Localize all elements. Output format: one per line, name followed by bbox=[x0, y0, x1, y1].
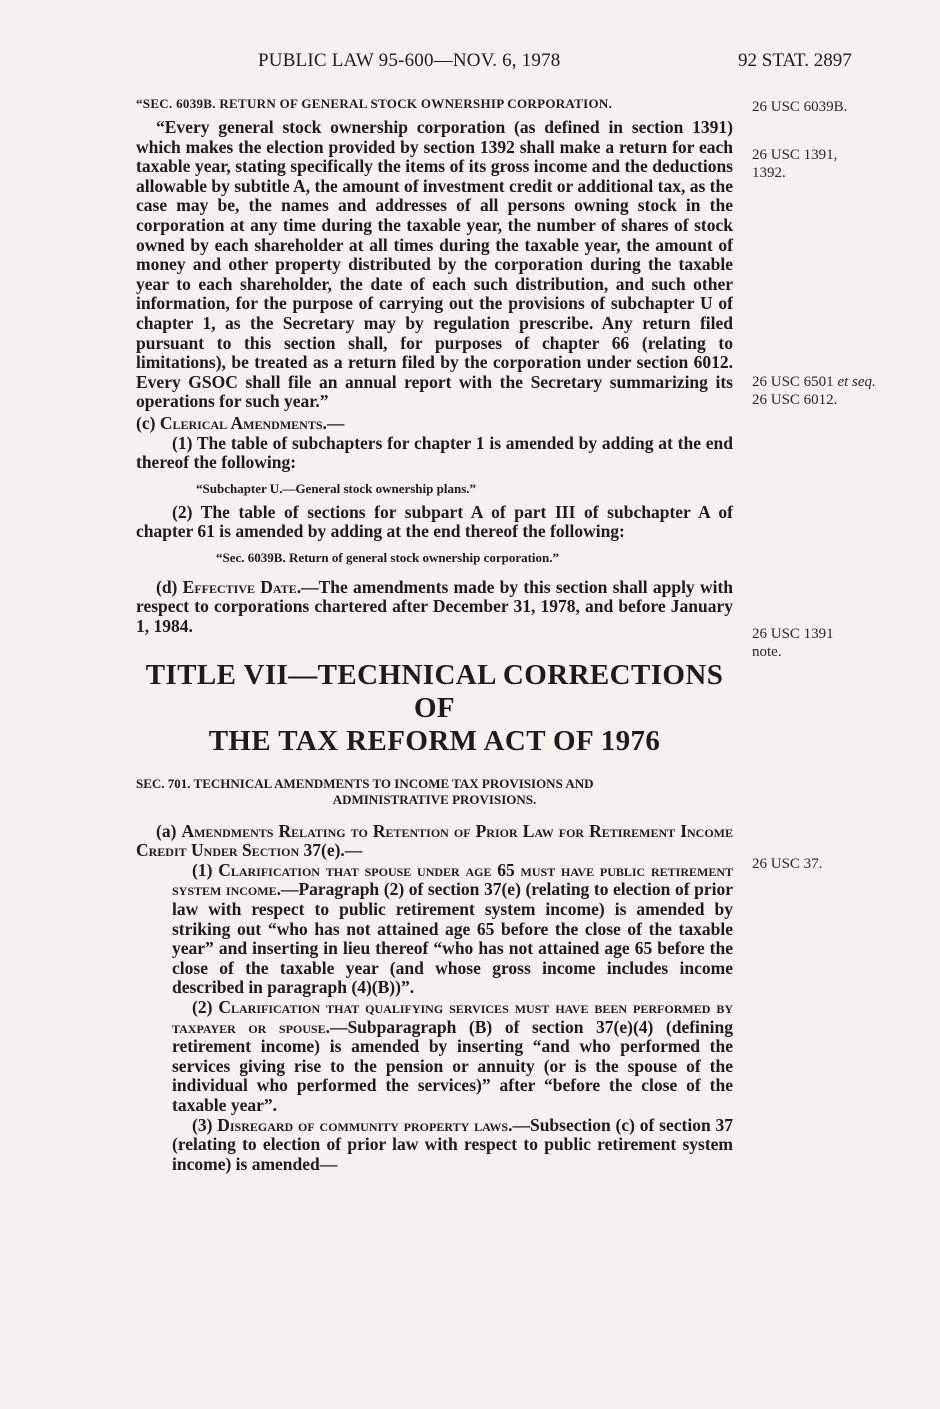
p1-text: .—Paragraph (2) of section 37(e) (relating to election of prior law with respect to public retirement system income) is amended by striking out “who has not attained age 65 before the close of the taxable year” and inserting in lieu thereof “who has not attained age 65 before the close of the taxable year (and whose gross income includes income described in paragraph (4)(B))”. bbox=[172, 879, 733, 998]
running-header-stat-page: 92 STAT. 2897 bbox=[738, 50, 852, 71]
clerical-heading-tail: .— bbox=[322, 412, 345, 433]
effective-heading: Effective Date bbox=[182, 576, 297, 597]
sub-a-tail: 37(e).— bbox=[299, 840, 363, 861]
sub-a-label: (a) bbox=[156, 820, 182, 841]
clerical-quote-2: “Sec. 6039B. Return of general stock ownership corporation.” bbox=[216, 549, 560, 565]
margin-6501-etseq: et seq. bbox=[837, 374, 876, 390]
section-701-line2: ADMINISTRATIVE PROVISIONS. bbox=[332, 791, 537, 807]
clerical-quote-1: “Subchapter U.—General stock ownership plans.” bbox=[196, 480, 477, 496]
margin-6012-cite: 26 USC 6012. bbox=[752, 392, 838, 408]
title-vii-line2: THE TAX REFORM ACT OF 1976 bbox=[208, 724, 661, 757]
p2-label: (2) bbox=[192, 997, 219, 1017]
margin-note-1391-note bbox=[752, 625, 902, 661]
margin-1391-cite: 26 USC 1391 bbox=[752, 626, 834, 642]
clerical-heading-text: Clerical Amendments bbox=[159, 412, 323, 433]
running-header-citation: PUBLIC LAW 95-600—NOV. 6, 1978 bbox=[258, 50, 561, 71]
subsection-a-heading bbox=[136, 822, 733, 861]
title-vii-line1: TITLE VII—TECHNICAL CORRECTIONS OF bbox=[145, 658, 724, 724]
margin-note-6039b: 26 USC 6039B. bbox=[752, 99, 848, 115]
sub-a-smallcaps: Amendments Relating to Retention of Prior Law for Retirement Income Credit Under Section bbox=[136, 820, 734, 861]
main-text-column bbox=[136, 96, 733, 1174]
p3-label: (3) bbox=[192, 1114, 218, 1135]
margin-6501-cite: 26 USC 6501 bbox=[752, 374, 834, 390]
section-6039b-heading: “SEC. 6039B. RETURN OF GENERAL STOCK OWNERSHIP CORPORATION. bbox=[136, 96, 613, 111]
effective-text: .—The amendments made by this section shall apply with respect to corporations chartered after December 31, 1978, and before January 1, 1984. bbox=[136, 576, 734, 637]
effective-date-paragraph bbox=[136, 578, 733, 637]
paragraph-2 bbox=[172, 998, 733, 1116]
p1-label: (1) bbox=[192, 859, 219, 880]
p3-text: .—Subsection (c) of section 37 (relating to election of prior law with respect to public retirement system income) is amended— bbox=[172, 1114, 733, 1174]
paragraph-1 bbox=[172, 861, 733, 998]
margin-note-37: 26 USC 37. bbox=[752, 856, 823, 872]
paragraph-3 bbox=[172, 1116, 733, 1175]
clerical-label: (c) bbox=[136, 412, 160, 433]
title-vii-heading bbox=[136, 659, 733, 758]
effective-label: (d) bbox=[156, 576, 183, 597]
clerical-item-1: (1) The table of subchapters for chapter 1 is amended by adding at the end thereof the following: bbox=[136, 432, 733, 473]
p2-heading: Clarification that qualifying services must have been performed by taxpayer or spouse bbox=[172, 997, 734, 1037]
p2-text: .—Subparagraph (B) of section 37(e)(4) (defining retirement income) is amended by inserting “and who performed the services giving rise to the pension or annuity (or is the spouse of the individual who performed the services)” after “before the close of the taxable year”. bbox=[172, 1016, 733, 1115]
margin-note-6501 bbox=[752, 373, 902, 409]
section-701-heading bbox=[136, 776, 733, 808]
section-701-line1: SEC. 701. TECHNICAL AMENDMENTS TO INCOME TAX PROVISIONS AND bbox=[136, 775, 594, 791]
margin-1391-note: note. bbox=[752, 644, 782, 660]
clerical-item-2: (2) The table of sections for subpart A of part III of subchapter A of chapter 61 is amended by adding at the end thereof the following: bbox=[136, 501, 733, 542]
margin-note-1391: 26 USC 1391, 1392. bbox=[752, 147, 838, 181]
section-6039b-body: “Every general stock ownership corporation (as defined in section 1391) which makes the election provided by section 1392 shall make a return for each taxable year, stating specifically the items of its gross income and the deductions allowable by subtitle A, the amount of investment credit or additional tax, as the case may be, the names and addresses of all persons owning stock in the corporation at any time during the taxable year, the number of shares of stock owned by each shareholder at all times during the taxable year, the amount of money and other property distributed by the corporation during the taxable year to each shareholder, the date of each such distribution, and such other information, for the purpose of carrying out the provisions of subchapter U of chapter 1, as the Secretary may by regulation prescribe. Any return filed pursuant to this section shall, for purposes of chapter 66 (relating to limitations), be treated as a return filed by the corporation under section 6012. Every GSOC shall file an annual report with the Secretary summarizing its operations for such year.” bbox=[136, 117, 733, 412]
p1-heading: Clarification that spouse under age 65 must have public retirement system income bbox=[172, 859, 733, 900]
p3-heading: Disregard of community property laws bbox=[217, 1114, 509, 1135]
clerical-amendments-heading bbox=[136, 414, 733, 434]
